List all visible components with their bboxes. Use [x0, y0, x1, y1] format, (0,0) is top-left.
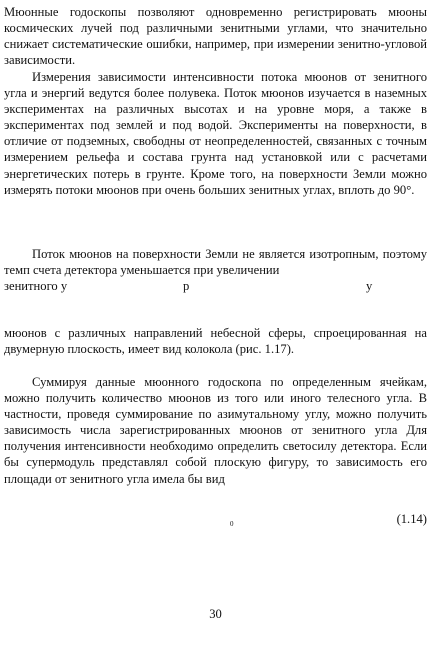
- paragraph-1: Мюонные годоскопы позволяют одновременно регистрировать мюоны космических лучей под различными зенитными углами, что значительно снижает систематические ошибки, например, при измерении зенитно-угловой зависимости.: [4, 5, 427, 68]
- paragraph-4: мюонов с различных направлений небесной сферы, спроецированная на двумерную плоскость, имеет вид колокола (рис. 1.17).: [4, 326, 427, 357]
- paragraph-2: Измерения зависимости интенсивности потока мюонов от зенитного угла и энергий ведутся более полувека. Поток мюонов изучается в наземных экспериментах на различных высотах и на уровне моря, а также в экспериментах под землей и под водой. Эксперименты на поверхности, в отличие от подземных, свободны от неопределенностей, связанных с точным измерением рельефа и состава грунта над установкой или с расчетами энергетических потерь в грунте. Кроме того, на поверхности Земли можно измерять потоки мюонов при очень больших зенитных углах, вплоть до 90°.: [4, 70, 427, 197]
- equation-number: (1.14): [396, 512, 427, 526]
- paragraph-3: Поток мюонов на поверхности Земли не является изотропным, поэтому темп счета детектора уменьшается при увеличении: [4, 247, 427, 278]
- equation-line: [4, 512, 427, 530]
- equation-subscript: 0: [230, 520, 234, 528]
- paragraph-3-fragment-1: зенитного у: [4, 279, 68, 293]
- page-number: 30: [209, 607, 222, 621]
- paragraph-3-fragment-2: р: [183, 279, 190, 293]
- paragraph-5: Суммируя данные мюонного годоскопа по определенным ячейкам, можно получить количество мюонов из того или иного телесного угла. В частности, проведя суммирование по азимутальному углу, можно получить зависимость числа зарегистрированных мюонов от зенитного угла Для получения интенсивности необходимо определить светосилу детектора. Если бы супермодуль представлял собой плоскую фигуру, то зависимость его площади от зенитного угла имела бы вид: [4, 375, 427, 486]
- paragraph-3-fragment-3: у: [366, 279, 373, 293]
- paragraph-3-tail: [4, 278, 427, 294]
